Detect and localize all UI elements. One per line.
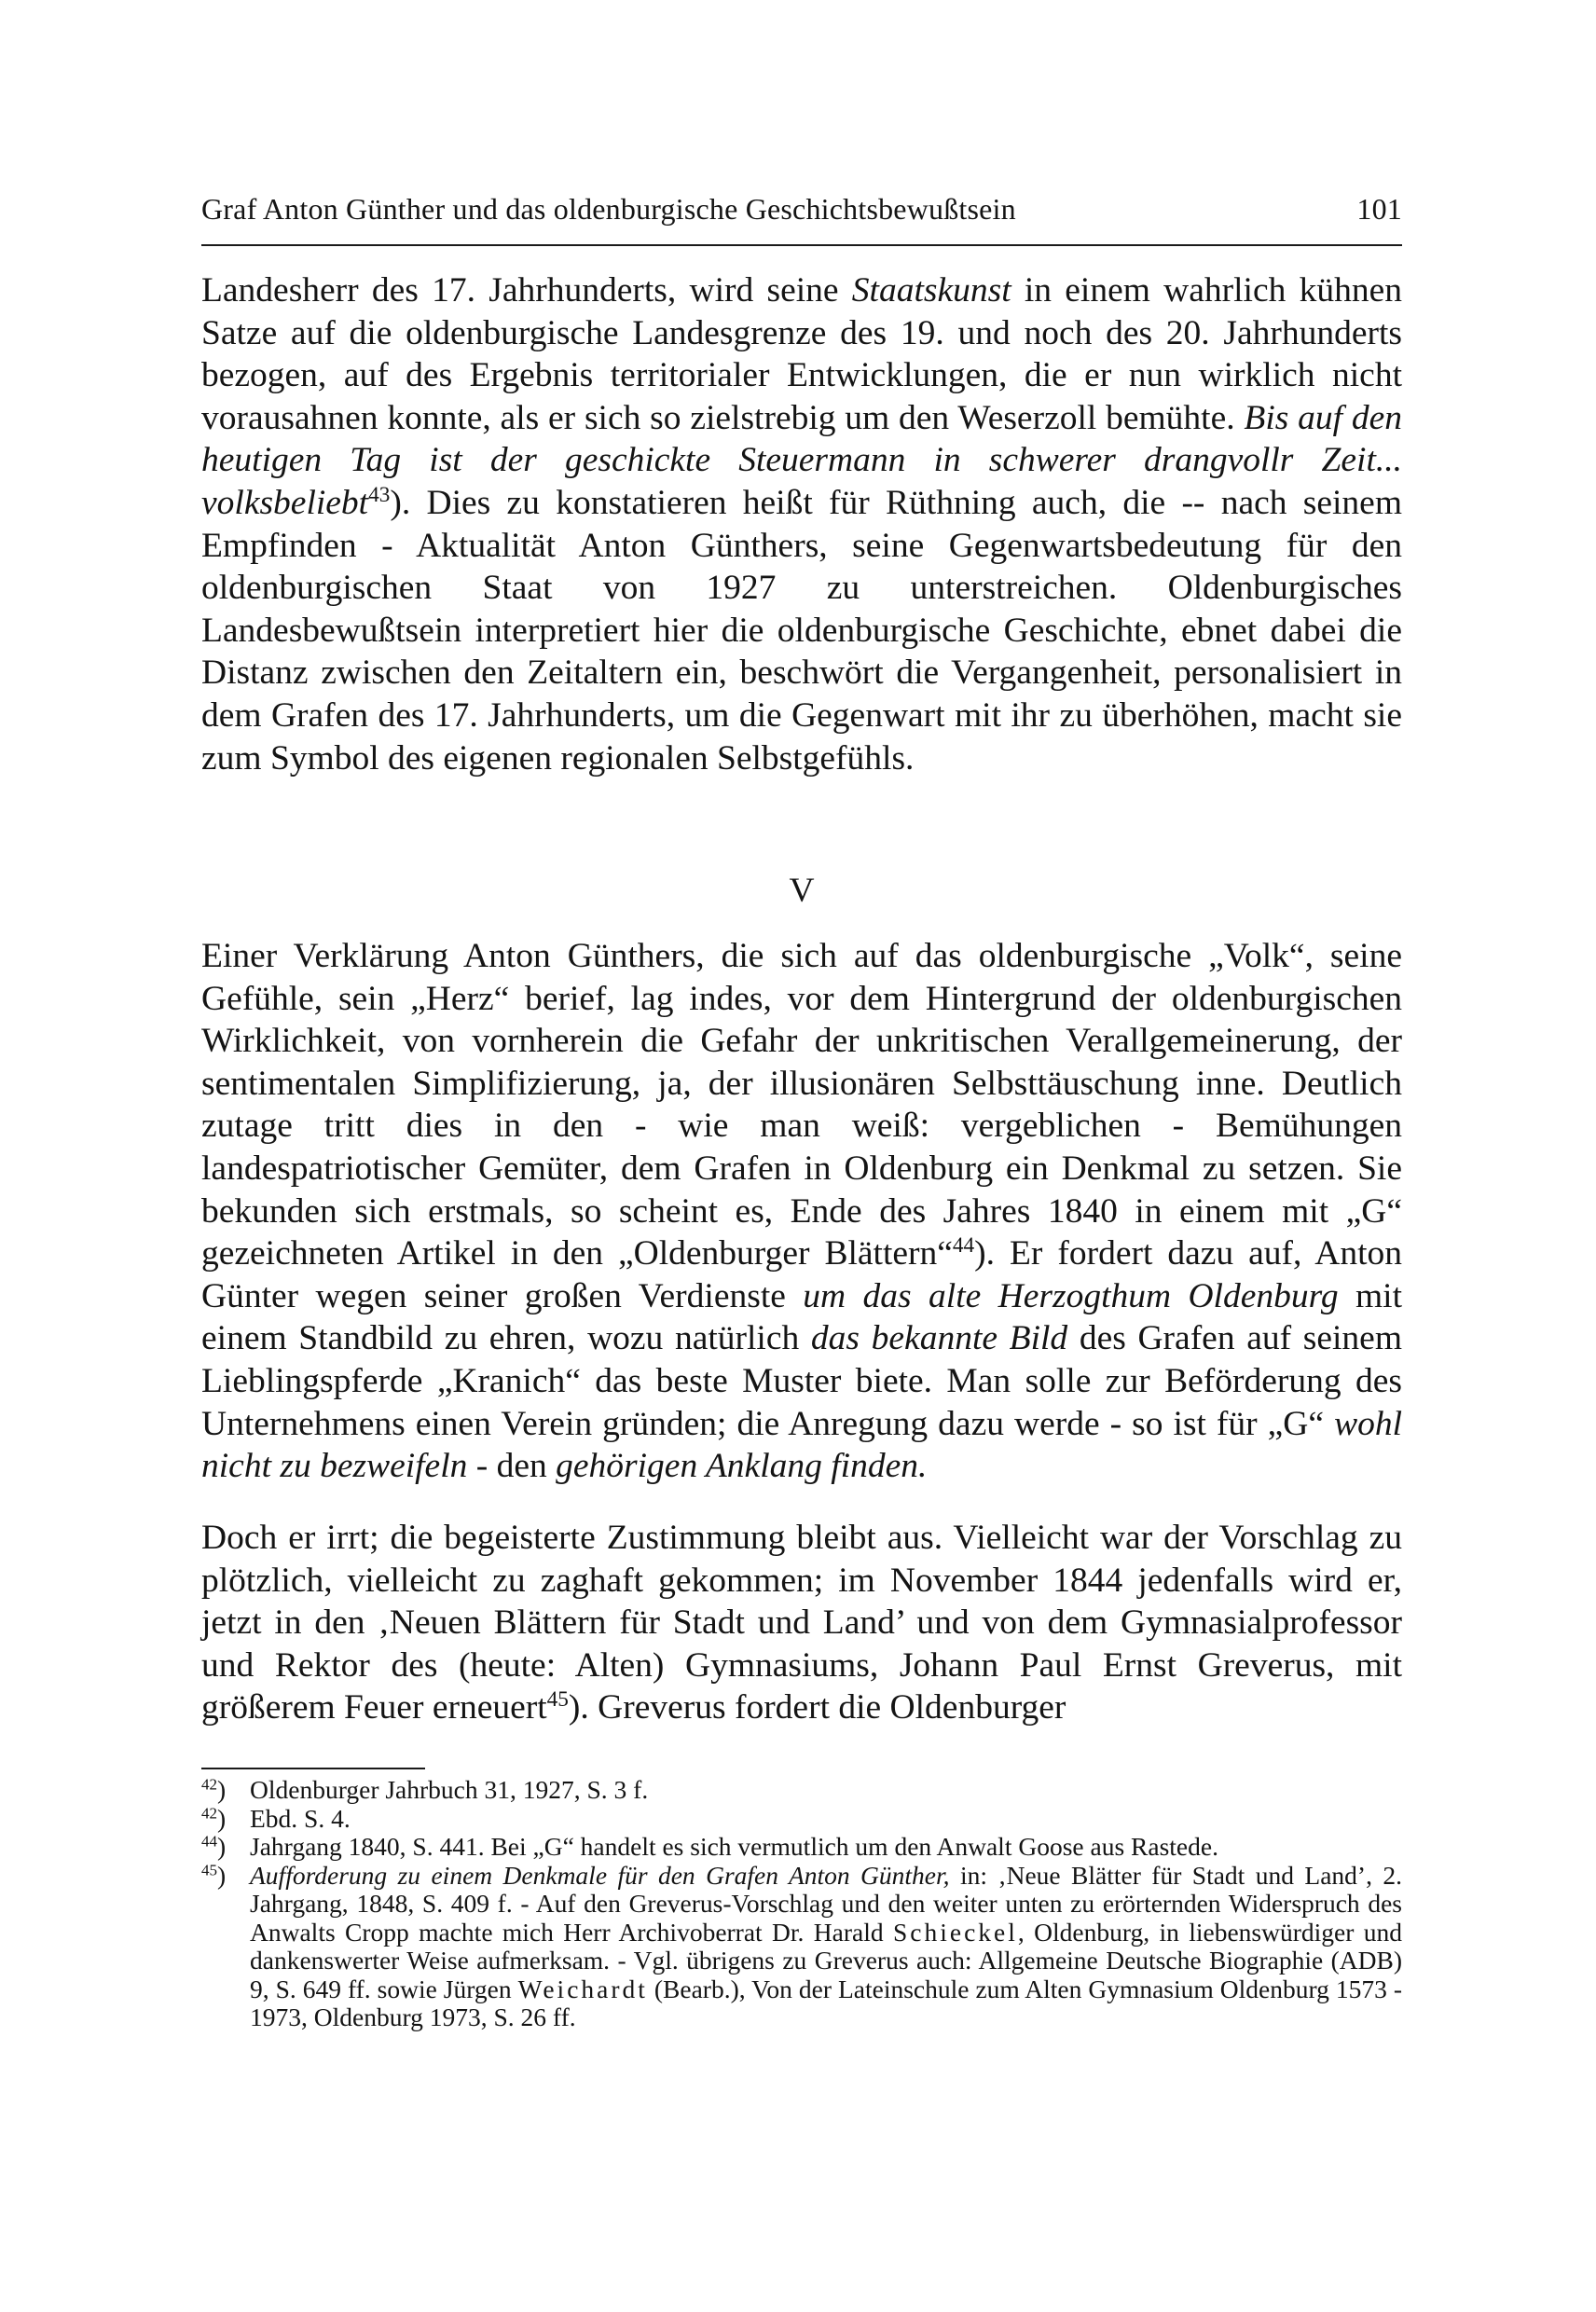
italic-run: um das alte Herzogthum Oldenburg [803,1276,1339,1315]
footnote [201,1776,1402,1805]
italic-run: das bekannte Bild [810,1319,1068,1358]
footnote-text: Ebd. S. 4. [250,1803,351,1833]
footnote-number: $^{42}$) [201,1803,227,1833]
text-run: Landesherr des 17. Jahrhunderts, wird seine [201,271,852,310]
page-number: 101 [1356,192,1402,226]
paragraph-1 [201,269,1402,779]
text-run: in einem wahrlich kühnen Satze auf die oldenburgische Landesgrenze des 19. und noch des 20. Jahrhunderts bezogen, auf des Ergebnis territorialer Entwicklungen, die er nun wirklich nicht vorausahnen konnte, als er sich so zielstrebig um den Weserzoll bemühte. [201,271,1402,437]
footnote-ref: 45 [546,1687,569,1713]
footnote-separator [201,1768,425,1769]
section-number: V [789,872,815,910]
footnote [201,1862,1402,2032]
italic-run: gehörigen Anklang finden. [556,1447,928,1486]
running-head-title: Graf Anton Günther und das oldenburgische Geschichtsbewußtsein [201,192,1016,226]
footnote [201,1805,1402,1834]
text-run: mit einem Standbild zu ehren, wozu natürlich [201,1276,1402,1358]
footnote-number: $^{45}$) [201,1860,227,1890]
text-run: des Grafen auf seinem Lieblingspferde „Kranich“ das beste Muster biete. Man solle zur Beförderung des Unternehmens einen Verein gründen; die Anregung dazu werde - so ist für „G“ [201,1319,1402,1443]
text-run: ). Greverus fordert die Oldenburger [568,1688,1066,1727]
footnote-text: Oldenburger Jahrbuch 31, 1927, S. 3 f. [250,1775,649,1804]
italic-run: wohl nicht zu bezweifeln [201,1404,1402,1486]
paragraph-3 [201,1517,1402,1729]
text-run: Einer Verklärung Anton Günthers, die sich auf das oldenburgische „Volk“, seine Gefühle, sein „Herz“ berief, lag indes, vor dem Hintergrund der oldenburgischen Wirklichkeit, von vornherein die Gefahr der unkritischen Verallgemeinerung, der sentimentalen Simplifizierung, ja, der illusionären Selbsttäuschung inne. Deutlich zutage tritt dies in den - wie man weiß: vergeblichen - Bemühungen landespatriotischer Gemüter, dem Grafen in Oldenburg ein Denkmal zu setzen. Sie bekunden sich erstmals, so scheint es, Ende des Jahres 1840 in einem mit „G“ gezeichneten Artikel in den „Oldenburger Blättern“ [201,937,1402,1273]
footnote [201,1833,1402,1862]
italic-run: Bis auf den heutigen Tag ist der geschickte Steuermann in schwerer drangvollr Zeit... volksbeliebt [201,398,1402,522]
text-run: - den [467,1447,557,1486]
footnote-ref: 44 [952,1233,975,1259]
spaced-name: Weichardt [517,1974,648,2003]
text-run: ). Dies zu konstatieren heißt für Rüthning auch, die -- nach seinem Empfinden - Aktualität Anton Günthers, seine Gegenwartsbedeutung für den oldenburgischen Staat von 1927 zu unterstreichen. Oldenburgisches Landesbewußtsein interpretiert hier die oldenburgische Geschichte, ebnet dabei die Distanz zwischen den Zeitaltern ein, beschwört die Vergangenheit, personalisiert in dem Grafen des 17. Jahrhunderts, um die Gegenwart mit ihr zu überhöhen, macht sie zum Symbol des eigenen regionalen Selbstgefühls. [201,483,1402,778]
footnote-ref: 43 [368,483,391,508]
header-rule [201,244,1402,246]
text-run: ). Er fordert dazu auf, Anton Günter wegen seiner großen Verdienste [201,1234,1403,1315]
running-head [201,192,1402,227]
footnote-text: Jahrgang 1840, S. 441. Bei „G“ handelt es sich vermutlich um den Anwalt Goose aus Rastede. [250,1832,1218,1861]
paragraph-2 [201,935,1402,1488]
spaced-name: Schieckel [892,1917,1018,1947]
footnotes [201,1776,1402,2032]
footnote-text: Aufforderung zu einem Denkmale für den Grafen Anton Günther, in: ‚Neue Blätter für Stadt und Land’, 2. Jahrgang, 1848, S. 409 f. - Auf den Greverus-Vorschlag und den weiter unten zu erörternden Widerspruch des Anwalts Cropp machte mich Herr Archivoberrat Dr. Harald Schieckel, Oldenburg, in liebenswürdiger und dankenswerter Weise aufmerksam. - Vgl. übrigens zu Greverus auch: Allgemeine Deutsche Biographie (ADB) 9, S. 649 ff. sowie Jürgen Weichardt (Bearb.), Von der Lateinschule zum Alten Gymnasium Oldenburg 1573 - 1973, Oldenburg 1973, S. 26 ff. [250,1860,1402,2031]
text-run: Doch er irrt; die begeisterte Zustimmung bleibt aus. Vielleicht war der Vorschlag zu plötzlich, vielleicht zu zaghaft gekommen; im November 1844 jedenfalls wird er, jetzt in den ‚Neuen Blättern für Stadt und Land’ und von dem Gymnasialprofessor und Rektor des (heute: Alten) Gymnasiums, Johann Paul Ernst Greverus, mit größerem Feuer erneuert [201,1519,1402,1727]
footnote-number: $^{44}$) [201,1832,227,1861]
italic-run: Staatskunst [851,271,1011,310]
footnote-number: $^{42}$) [201,1775,227,1804]
italic-run: Aufforderung zu einem Denkmale für den Grafen Anton Günther, [250,1860,950,1890]
